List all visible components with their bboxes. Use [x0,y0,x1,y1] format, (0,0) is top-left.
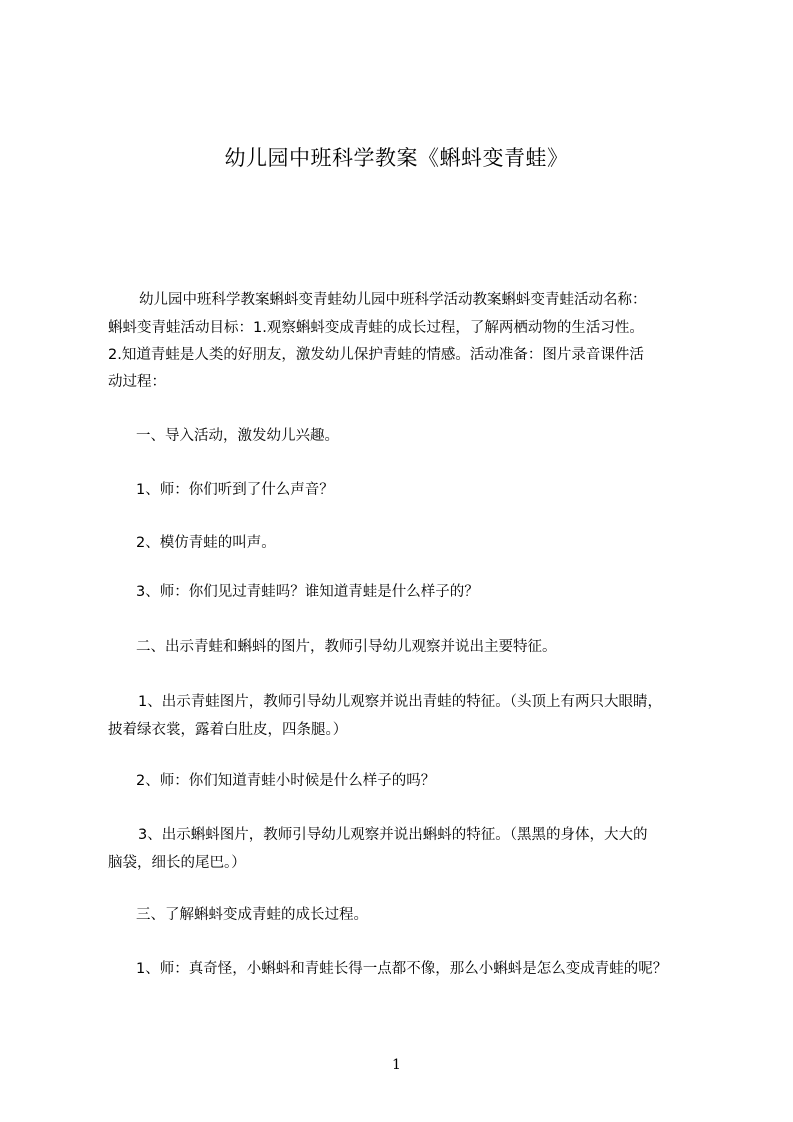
document-title: 幼儿园中班科学教案《蝌蚪变青蛙》 [224,146,569,170]
section-1-heading: 一、导入活动，激发幼儿兴趣。 [136,428,339,444]
section-3-item-1: 1、师：真奇怪，小蝌蚪和青蛙长得一点都不像，那么小蝌蚪是怎么变成青蛙的呢？ [136,961,668,977]
section-1-item-3: 3、师：你们见过青蛙吗？谁知道青蛙是什么样子的？ [136,584,479,600]
section-2-item-1-line-2: 披着绿衣裳，露着白肚皮，四条腿。） [108,722,348,738]
section-2-item-2: 2、师：你们知道青蛙小时候是什么样子的吗？ [136,773,436,789]
intro-line-3: 2.知道青蛙是人类的好朋友，激发幼儿保护青蛙的情感。活动准备：图片录音课件活 [108,347,644,363]
page-number: 1 [392,1057,401,1073]
intro-line-4: 动过程： [108,374,166,390]
section-3-heading: 三、了解蝌蚪变成青蛙的成长过程。 [136,907,368,923]
section-2-item-3-line-2: 脑袋，细长的尾巴。） [108,855,246,871]
intro-line-2: 蝌蚪变青蛙活动目标：1.观察蝌蚪变成青蛙的成长过程，了解两栖动物的生活习性。 [108,320,644,336]
section-1-item-2: 2、模仿青蛙的叫声。 [136,535,276,551]
section-2-item-1-line-1: 1、出示青蛙图片，教师引导幼儿观察并说出青蛙的特征。（头顶上有两只大眼睛， [138,694,662,710]
intro-line-1: 幼儿园中班科学教案蝌蚪变青蛙幼儿园中班科学活动教案蝌蚪变青蛙活动名称： [139,292,647,308]
section-2-heading: 二、出示青蛙和蝌蚪的图片，教师引导幼儿观察并说出主要特征。 [136,639,557,655]
section-1-item-1: 1、师：你们听到了什么声音？ [136,482,334,498]
section-2-item-3-line-1: 3、出示蝌蚪图片，教师引导幼儿观察并说出蝌蚪的特征。（黑黑的身体，大大的 [138,827,648,843]
